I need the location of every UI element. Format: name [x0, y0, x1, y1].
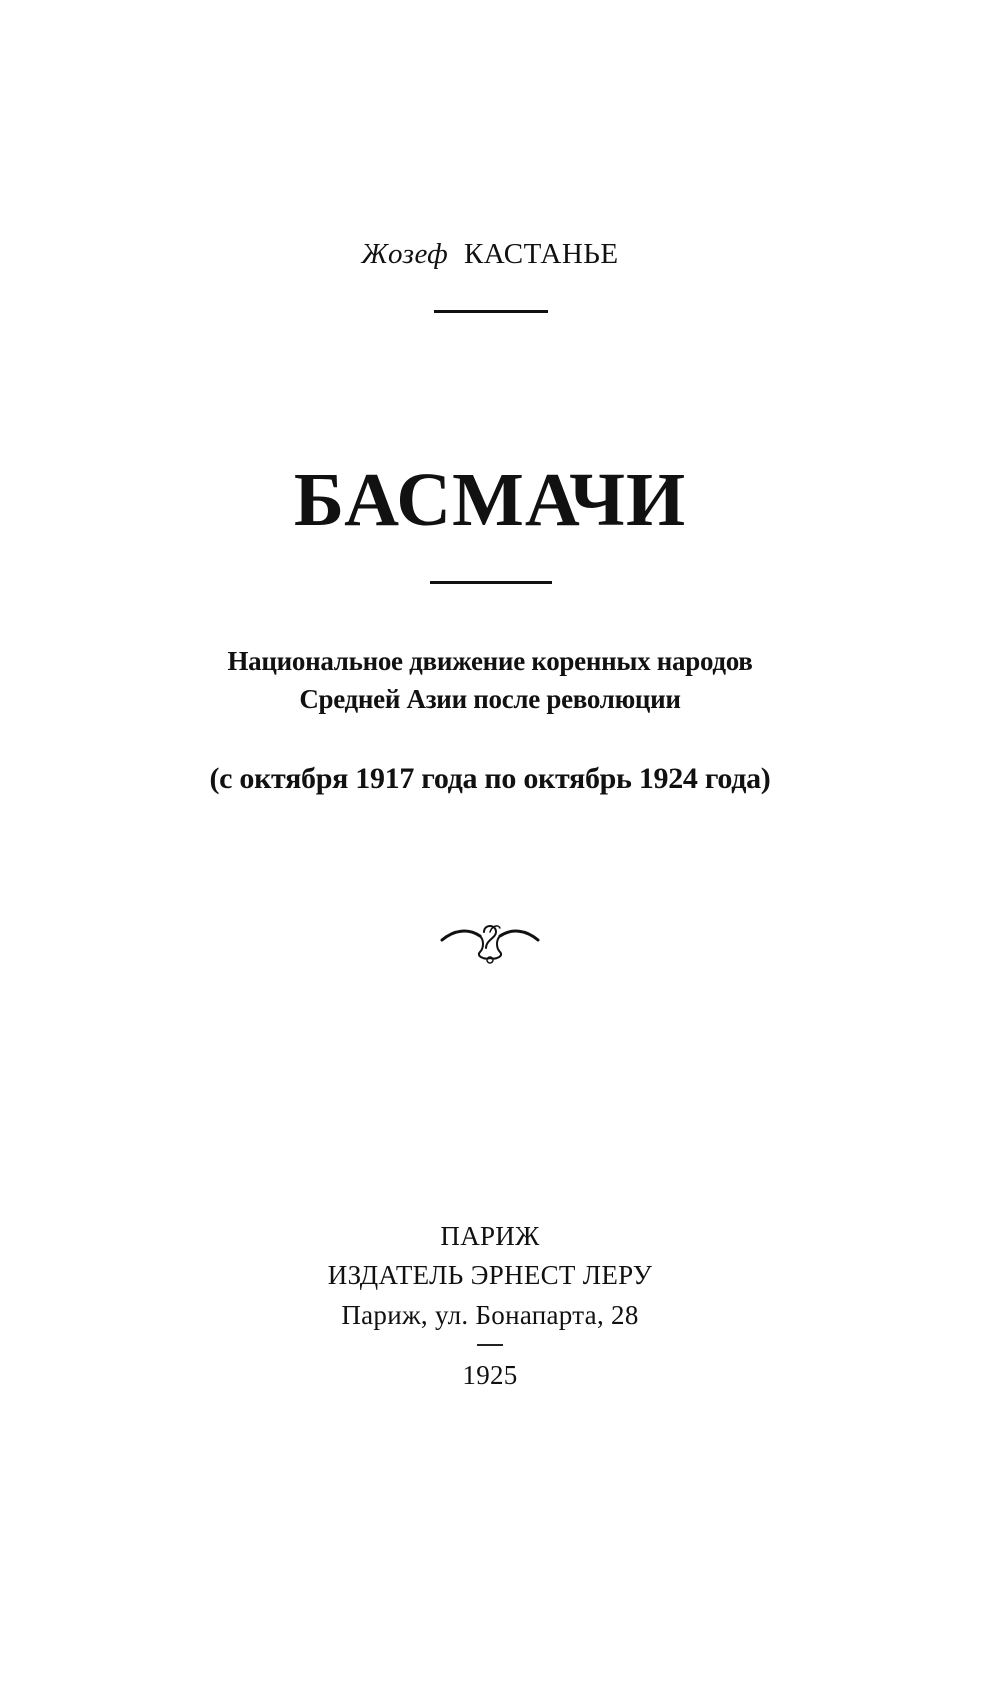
period-line: (с октября 1917 года по октябрь 1924 года) — [209, 762, 771, 795]
author-divider — [434, 310, 548, 313]
imprint-dash — [477, 1344, 503, 1346]
author-last-name: КАСТАНЬЕ — [463, 238, 619, 270]
book-title: БАСМАЧИ — [293, 458, 687, 542]
subtitle-line-1: Национальное движение коренных народов — [227, 646, 753, 676]
imprint-year: 1925 — [462, 1360, 518, 1390]
fleuron-icon — [440, 918, 540, 964]
title-divider — [430, 581, 552, 584]
imprint-city: ПАРИЖ — [440, 1221, 540, 1251]
author-line — [0, 238, 980, 271]
imprint-publisher: ИЗДАТЕЛЬ ЭРНЕСТ ЛЕРУ — [327, 1260, 653, 1290]
imprint-address: Париж, ул. Бонапарта, 28 — [341, 1300, 639, 1330]
author-first-name: Жозеф — [361, 238, 449, 270]
subtitle-line-2: Средней Азии после революции — [299, 684, 681, 714]
